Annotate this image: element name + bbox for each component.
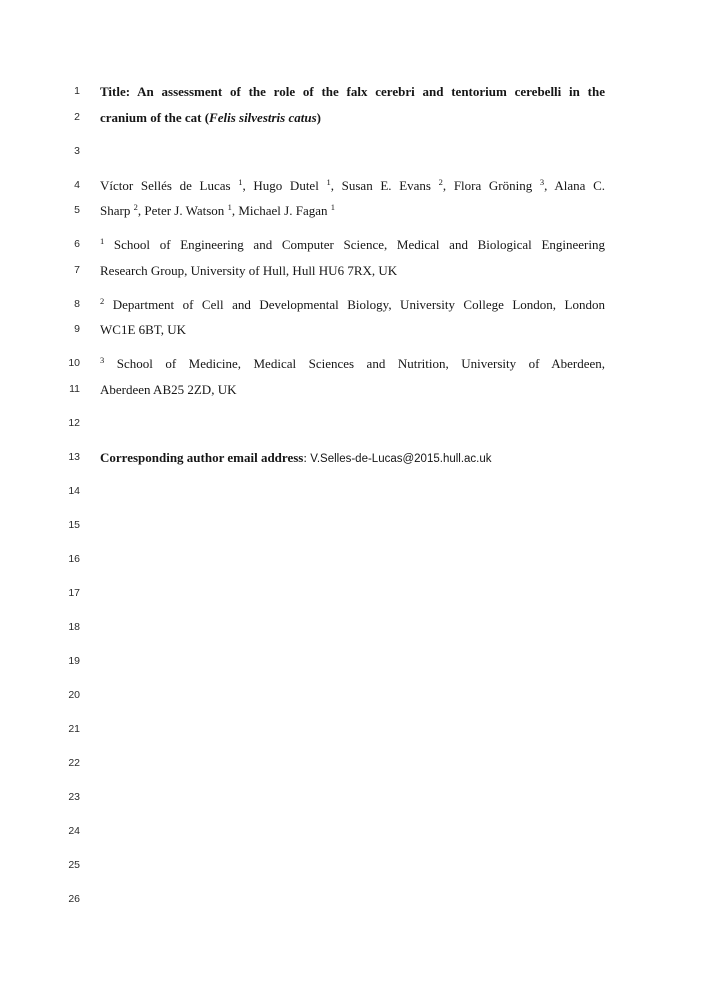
- paragraph: [60, 139, 605, 165]
- text-segment: Aberdeen AB25 2ZD, UK: [100, 381, 237, 397]
- line-text: [100, 479, 605, 505]
- line-text: [100, 411, 605, 437]
- manuscript-line: [60, 547, 605, 573]
- line-number: 7: [74, 263, 80, 276]
- line-number: 4: [74, 178, 80, 191]
- line-number: 1: [74, 85, 80, 97]
- superscript: 2: [438, 176, 443, 187]
- text-segment: Sharp: [100, 203, 134, 218]
- paragraph: [60, 411, 605, 437]
- line-text: [100, 105, 605, 131]
- line-text: [100, 785, 605, 811]
- manuscript-line: [60, 479, 605, 505]
- line-text: [100, 513, 605, 539]
- line-text: [100, 232, 605, 258]
- manuscript-line: [60, 105, 605, 131]
- line-number: 18: [68, 620, 80, 633]
- manuscript-line: [60, 411, 605, 437]
- manuscript-line: [60, 785, 605, 811]
- line-text: [100, 581, 605, 607]
- paragraph: [60, 717, 605, 743]
- paragraph: [60, 887, 605, 913]
- line-number: 12: [68, 416, 80, 429]
- line-number: 14: [68, 484, 80, 497]
- line-text: [100, 819, 605, 845]
- line-number: 26: [68, 892, 80, 905]
- paragraph: [60, 819, 605, 845]
- paragraph: [60, 581, 605, 607]
- text-segment: Research Group, University of Hull, Hull HU6 7RX, UK: [100, 262, 398, 278]
- manuscript-line: [60, 351, 605, 377]
- paragraph: [60, 547, 605, 573]
- line-number: 23: [68, 790, 80, 803]
- line-text: [100, 547, 605, 573]
- line-number: 20: [68, 688, 80, 701]
- manuscript-line: [60, 317, 605, 343]
- superscript: 1: [330, 202, 335, 212]
- manuscript-line: [60, 717, 605, 743]
- paragraph: [60, 173, 605, 224]
- text-segment: Title: An assessment of the role of the falx cerebri and tentorium cerebelli in the: [100, 84, 605, 99]
- paragraph: [60, 751, 605, 777]
- line-number: 22: [68, 756, 80, 769]
- text-segment: , Susan E. Evans: [330, 177, 439, 193]
- superscript: 2: [133, 202, 138, 212]
- text-segment: , Hugo Dutel: [242, 177, 327, 193]
- line-number: 2: [74, 110, 80, 123]
- manuscript-line: [60, 377, 605, 403]
- manuscript-line: [60, 887, 605, 913]
- superscript: 1: [100, 236, 105, 246]
- line-number: 5: [74, 204, 80, 216]
- paragraph: [60, 351, 605, 402]
- line-text: [100, 717, 605, 743]
- paragraph: [60, 445, 605, 471]
- paragraph: [60, 785, 605, 811]
- paragraph: [60, 683, 605, 709]
- manuscript-line: [60, 445, 605, 471]
- text-segment: , Flora Gröning: [442, 177, 540, 193]
- text-segment: School of Engineering and Computer Science, Medical and Biological Engineering: [104, 237, 605, 252]
- paragraph: [60, 649, 605, 675]
- superscript: 1: [238, 176, 243, 187]
- line-text: [100, 649, 605, 675]
- text-segment: ): [316, 109, 321, 125]
- line-text: [100, 139, 605, 165]
- line-number: 6: [74, 238, 80, 250]
- manuscript-line: [60, 853, 605, 879]
- text-segment: Felis silvestris catus: [209, 109, 317, 125]
- manuscript-body: [60, 79, 605, 921]
- manuscript-line: [60, 198, 605, 224]
- line-number: 11: [69, 382, 80, 395]
- text-segment: cranium of the cat (: [100, 109, 210, 125]
- line-text: [100, 377, 605, 403]
- text-segment: Corresponding author email address: [100, 449, 304, 465]
- manuscript-line: [60, 258, 605, 284]
- line-number: 13: [68, 450, 80, 463]
- line-text: [100, 853, 605, 879]
- superscript: 1: [326, 176, 331, 187]
- manuscript-line: [60, 139, 605, 165]
- manuscript-line: [60, 232, 605, 258]
- line-text: [100, 198, 605, 224]
- manuscript-line: [60, 683, 605, 709]
- line-number: 10: [68, 357, 80, 369]
- paragraph: [60, 292, 605, 343]
- superscript: 1: [227, 202, 232, 212]
- paragraph: [60, 232, 605, 283]
- manuscript-line: [60, 581, 605, 607]
- line-text: [100, 751, 605, 777]
- line-number: 17: [68, 586, 80, 599]
- line-number: 24: [68, 824, 80, 837]
- superscript: 2: [100, 295, 105, 306]
- text-segment: WC1E 6BT, UK: [100, 322, 187, 337]
- manuscript-line: [60, 513, 605, 539]
- line-text: [100, 79, 605, 105]
- manuscript-line: [60, 649, 605, 675]
- line-number: 3: [74, 144, 80, 157]
- line-text: [100, 292, 605, 318]
- paragraph: [60, 79, 605, 130]
- line-number: 21: [68, 722, 80, 735]
- manuscript-line: [60, 173, 605, 199]
- line-text: [100, 258, 605, 284]
- manuscript-line: [60, 819, 605, 845]
- line-number: 8: [74, 297, 80, 310]
- paragraph: [60, 513, 605, 539]
- line-number: 15: [68, 518, 80, 531]
- line-text: [100, 173, 605, 199]
- superscript: 3: [539, 176, 545, 187]
- paragraph: [60, 479, 605, 505]
- text-segment: Department of Cell and Developmental Biology, University College London, London: [104, 296, 605, 312]
- manuscript-line: [60, 79, 605, 105]
- line-text: [100, 351, 605, 377]
- superscript: 3: [100, 355, 105, 365]
- text-segment: Víctor Sellés de Lucas: [100, 177, 239, 193]
- line-number: 9: [74, 323, 80, 335]
- text-segment: , Peter J. Watson: [137, 203, 228, 218]
- text-segment: :: [303, 449, 311, 465]
- line-text: [100, 317, 605, 343]
- line-number: 25: [68, 858, 80, 871]
- paragraph: [60, 615, 605, 641]
- text-segment: , Michael J. Fagan: [231, 203, 331, 218]
- text-segment: School of Medicine, Medical Sciences and Nutrition, University of Aberdeen,: [104, 356, 605, 371]
- line-text: [100, 615, 605, 641]
- paragraph: [60, 853, 605, 879]
- line-text: [100, 887, 605, 913]
- line-number: 19: [68, 654, 80, 667]
- text-segment: , Alana C.: [544, 177, 605, 193]
- manuscript-line: [60, 615, 605, 641]
- email-text: V.Selles-de-Lucas@2015.hull.ac.uk: [310, 452, 492, 465]
- manuscript-line: [60, 751, 605, 777]
- manuscript-line: [60, 292, 605, 318]
- line-number: 16: [68, 552, 80, 565]
- line-text: [100, 445, 605, 471]
- line-text: [100, 683, 605, 709]
